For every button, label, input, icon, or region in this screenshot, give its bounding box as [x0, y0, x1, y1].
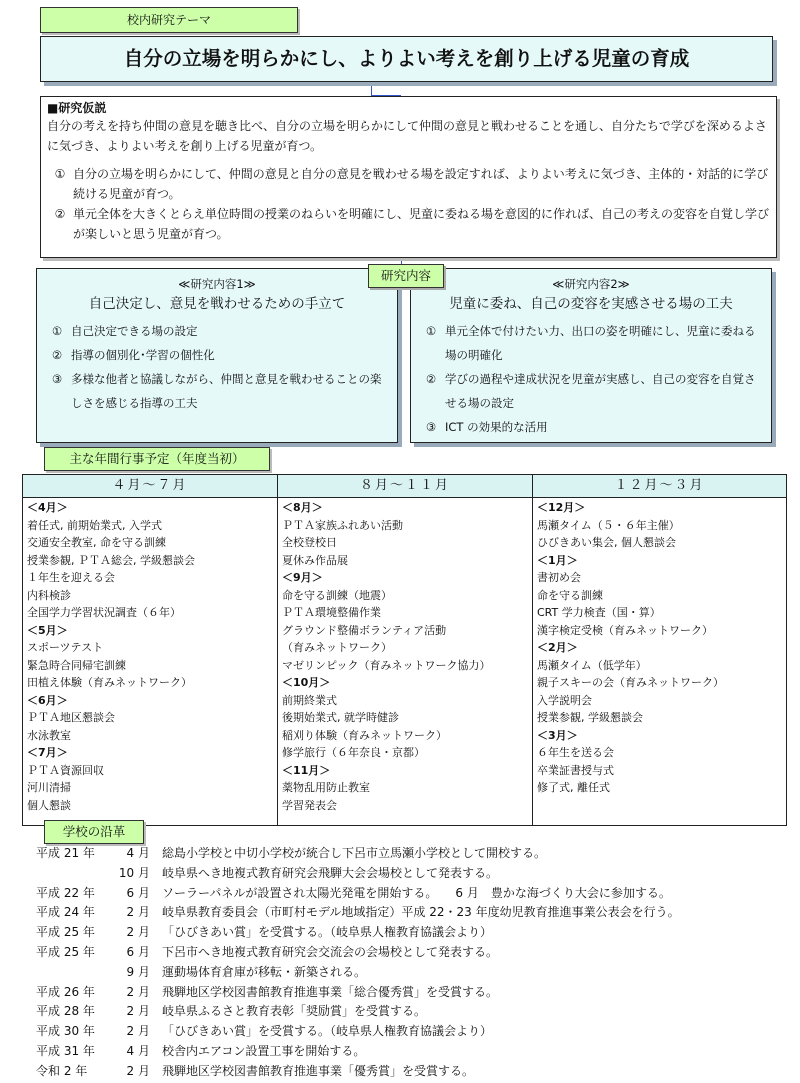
events-month-heading: ＜11月＞ [282, 763, 331, 777]
events-item: 入学説明会 [537, 693, 592, 707]
events-item: グラウンド整備ボランティア活動 [282, 623, 447, 637]
events-month-heading: ＜4月＞ [27, 501, 68, 514]
events-table [22, 474, 787, 826]
research-content-item [417, 319, 765, 367]
history-list [36, 844, 796, 1082]
events-item: 親子スキーの会（育みネットワーク） [537, 676, 724, 689]
history-row [36, 864, 796, 884]
events-item: 授業参観, ＰＴＡ総会, 学級懇談会 [27, 553, 195, 567]
events-item: 書初め会 [537, 571, 581, 584]
history-month: 4 月 [126, 846, 150, 860]
research-content-label: 研究内容 [368, 264, 444, 288]
research-content-item [43, 343, 391, 367]
events-item: 稲刈り体験（育みネットワーク） [282, 728, 447, 742]
research-content-item-number: ② [51, 348, 63, 362]
events-tag: 主な年間行事予定（年度当初） [44, 447, 270, 471]
events-item: 内科検診 [27, 588, 71, 602]
events-month-heading: ＜12月＞ [537, 501, 586, 514]
research-content-item [417, 415, 765, 439]
events-item: 薬物乱用防止教室 [282, 781, 370, 794]
events-month-heading: ＜8月＞ [282, 501, 323, 514]
hypothesis-item-number: ② [54, 207, 66, 221]
history-text: 校舎内エアコン設置工事を開始する。 [162, 1043, 366, 1058]
history-tag: 学校の沿革 [44, 820, 144, 844]
history-text: 総島小学校と中切小学校が統合し下呂市立馬瀬小学校として開校する。 [162, 846, 547, 860]
history-year: 平成 22 年 [36, 885, 95, 900]
history-text: 下呂市へき地複式教育研究会交流会の会場校として発表する。 [162, 944, 499, 959]
events-item: 交通安全教室, 命を守る訓練 [27, 536, 166, 549]
history-year [36, 963, 112, 983]
events-item: 緊急時合同帰宅訓練 [27, 658, 126, 672]
events-item: ＰＴＡ資源回収 [27, 763, 104, 777]
events-item: 全国学力学習状況調査（６年） [27, 606, 181, 619]
history-row [36, 923, 796, 943]
events-body-row [23, 498, 787, 826]
events-column [23, 498, 278, 826]
events-header-row [23, 475, 787, 498]
hypothesis-item-text: 自分の立場を明らかにして、仲間の意見と自分の意見を戦わせる場を設定すれば、よりよい考えに気づき、主体的・対話的に学び続ける児童が育つ。 [73, 167, 769, 201]
events-item: 学習発表会 [282, 798, 337, 812]
history-month: 4 月 [126, 1043, 150, 1058]
events-item: ＰＴＡ家族ふれあい活動 [282, 518, 403, 532]
history-month: 2 月 [126, 1004, 150, 1019]
history-text: 運動場体育倉庫が移転・新築される。 [162, 964, 367, 979]
history-row [36, 1062, 796, 1082]
history-row [36, 884, 796, 904]
research-content-item-text: 単元全体で付けたい力、出口の姿を明確にし、児童に委ねる場の明確化 [445, 324, 756, 362]
history-month: 2 月 [126, 1024, 150, 1039]
events-month-heading: ＜10月＞ [282, 676, 331, 689]
history-year: 平成 25 年 [36, 944, 95, 959]
events-item: 後期始業式, 就学時健診 [282, 711, 399, 724]
events-item: 前期終業式 [282, 693, 337, 707]
research-content-item-number: ① [51, 324, 63, 338]
history-text: 岐阜県へき地複式教育研究会飛騨大会会場校として発表する。 [162, 865, 499, 880]
history-month: 6 月 [126, 944, 150, 959]
history-month: 6 月 [126, 885, 150, 900]
hypothesis-body: 自分の考えを持ち仲間の意見を聴き比べ、自分の立場を明らかにして仲間の意見と戦わせることを通し、自分たちで学びを深めるよさに気づき、よりよい考えを創り上げる児童が育つ。 [47, 119, 767, 153]
events-item: 田植え体験（育みネットワーク） [27, 676, 192, 689]
history-row [36, 1002, 796, 1022]
hypothesis-item-number: ① [54, 167, 66, 181]
research-content-1-subtitle: 自己決定し、意見を戦わせるための手立て [88, 296, 346, 312]
history-month: 2 月 [126, 905, 150, 920]
hypothesis-item [47, 204, 770, 244]
events-item: 授業参観, 学級懇談会 [537, 711, 643, 724]
research-content-item-number: ③ [425, 420, 437, 434]
history-text: 岐阜県ふるさと教育表彰「奨励賞」を受賞する。 [162, 1004, 427, 1019]
history-row [36, 983, 796, 1003]
events-column-header: １２月～３月 [533, 475, 787, 498]
events-item: 漢字検定受検（育みネットワーク） [537, 623, 713, 637]
events-item: 水泳教室 [27, 728, 71, 742]
events-item: 卒業証書授与式 [537, 763, 614, 777]
connector-line-theme [371, 80, 372, 96]
research-content-2-title: ≪研究内容2≫ [552, 277, 630, 291]
events-item: 馬瀬タイム（低学年） [537, 658, 647, 672]
hypothesis-heading: ■研究仮説 [47, 101, 107, 115]
events-month-heading: ＜5月＞ [27, 623, 68, 637]
events-item: 修学旅行（６年奈良・京都） [282, 746, 425, 759]
hypothesis-item-text: 単元全体を大きくとらえ単位時間の授業のねらいを明確にし、児童に委ねる場を意図的に作れば、自己の考えの変容を自覚し学びが楽しいと思う児童が育つ。 [73, 207, 770, 241]
research-content-1 [36, 268, 398, 443]
events-item: 全校登校日 [282, 536, 337, 549]
research-content-item-number: ① [425, 324, 437, 338]
research-content-item [417, 367, 765, 415]
research-content-item-text: 自己決定できる場の設定 [71, 324, 198, 338]
research-content-item-number: ② [425, 372, 437, 386]
history-month: 2 月 [126, 984, 150, 999]
history-text: 飛騨地区学校図書館教育推進事業「総合優秀賞」を受賞する。 [162, 984, 499, 999]
history-row [36, 1042, 796, 1062]
hypothesis-box [40, 96, 777, 258]
events-item: 修了式, 離任式 [537, 781, 610, 794]
history-month: 10 月 [118, 865, 150, 880]
research-content-item [43, 319, 391, 343]
history-text: 「ひびきあい賞」を受賞する。（岐阜県人権教育協議会より） [162, 1024, 493, 1039]
theme-tag: 校内研究テーマ [40, 7, 298, 33]
events-item: 個人懇談 [27, 798, 71, 812]
events-month-heading: ＜6月＞ [27, 693, 68, 707]
hypothesis-item [47, 164, 770, 204]
research-content-item-text: 多様な他者と協議しながら、仲間と意見を戦わせることの楽しさを感じる指導の工夫 [71, 372, 382, 410]
history-year: 平成 21 年 [36, 846, 95, 860]
events-item: マゼリンピック（育みネットワーク協力） [282, 658, 491, 672]
events-item: スポーツテスト [27, 641, 104, 654]
events-item: 河川清掃 [27, 781, 71, 794]
events-column [278, 498, 533, 826]
history-text: 飛騨地区学校図書館教育推進事業「優秀賞」を受賞する。 [162, 1063, 475, 1078]
events-item: （育みネットワーク） [282, 641, 392, 654]
events-item: １年生を迎える会 [27, 571, 115, 584]
history-row [36, 963, 796, 983]
history-year: 平成 28 年 [36, 1004, 95, 1019]
history-month: 2 月 [126, 1063, 150, 1078]
research-content-2-subtitle: 児童に委ね、自己の変容を実感させる場の工夫 [449, 296, 733, 312]
history-year: 令和 2 年 [36, 1063, 88, 1078]
events-item: 命を守る訓練 [537, 588, 603, 602]
research-content-item-text: 学びの過程や達成状況を児童が実感し、自己の変容を自覚させる場の設定 [445, 372, 756, 410]
events-item: CRT 学力検査（国・算） [537, 606, 661, 619]
events-item: ＰＴＡ地区懇談会 [27, 711, 115, 724]
events-column-header: ４月～７月 [23, 475, 278, 498]
research-content-1-title: ≪研究内容1≫ [178, 277, 256, 291]
events-month-heading: ＜1月＞ [537, 553, 578, 567]
events-item: 夏休み作品展 [282, 553, 348, 567]
history-month: 2 月 [126, 925, 150, 940]
history-year: 平成 26 年 [36, 984, 95, 999]
events-item: ひびきあい集会, 個人懇談会 [537, 536, 676, 549]
history-row [36, 943, 796, 963]
events-item: ６年生を送る会 [537, 746, 614, 759]
events-item: 命を守る訓練（地震） [282, 588, 392, 602]
history-row [36, 903, 796, 923]
research-content-item-text: 指導の個別化･学習の個性化 [71, 348, 215, 362]
events-item: 馬瀬タイム（５・６年主催） [537, 518, 680, 532]
events-month-heading: ＜2月＞ [537, 641, 578, 654]
events-item: ＰＴＡ環境整備作業 [282, 606, 381, 619]
theme-title: 自分の立場を明らかにし、よりよい考えを創り上げる児童の育成 [40, 36, 773, 82]
research-content-item-number: ③ [51, 372, 63, 386]
history-text: 岐阜県教育委員会（市町村モデル地域指定）平成 22・23 年度幼児教育推進事業公表会を行う。 [162, 905, 680, 920]
events-month-heading: ＜3月＞ [537, 728, 578, 742]
history-year [36, 864, 112, 884]
history-year: 平成 31 年 [36, 1043, 95, 1058]
research-content-item-text: ICT の効果的な活用 [445, 420, 548, 434]
history-row [36, 844, 796, 864]
events-month-heading: ＜7月＞ [27, 746, 68, 759]
research-content-2 [410, 268, 772, 443]
history-month: 9 月 [126, 964, 150, 979]
history-year: 平成 24 年 [36, 905, 95, 920]
events-item: 着任式, 前期始業式, 入学式 [27, 518, 162, 532]
history-row [36, 1022, 796, 1042]
history-year: 平成 30 年 [36, 1024, 95, 1039]
history-text: ソーラーパネルが設置され太陽光発電を開始する。 6 月 豊かな海づくり大会に参加する。 [162, 885, 671, 900]
events-column [533, 498, 787, 826]
history-text: 「ひびきあい賞」を受賞する。（岐阜県人権教育協議会より） [162, 925, 493, 940]
events-column-header: ８月～１１月 [278, 475, 533, 498]
research-content-item [43, 367, 391, 415]
events-month-heading: ＜9月＞ [282, 571, 323, 584]
history-year: 平成 25 年 [36, 925, 95, 940]
